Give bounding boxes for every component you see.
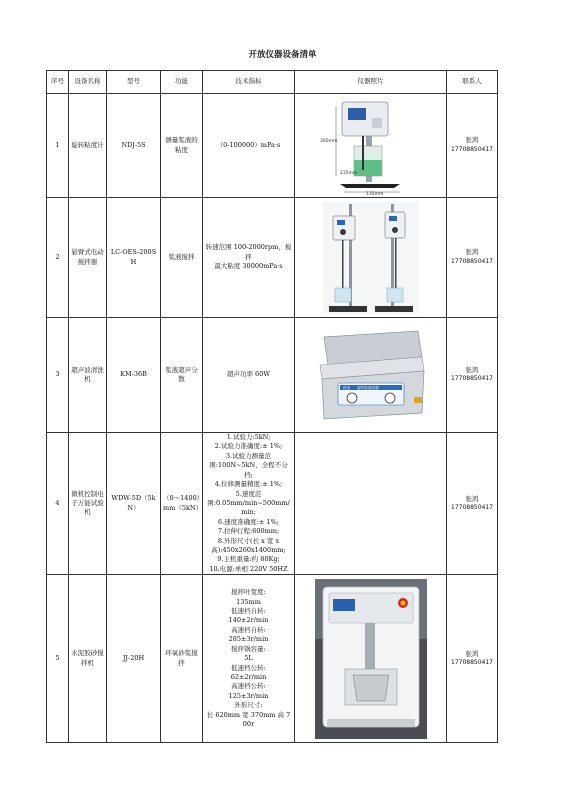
cell-no: 1	[47, 94, 69, 198]
table-row	[47, 575, 498, 743]
stirrer-photo	[323, 202, 419, 314]
cell-function: （0～1400）mm（5kN）	[161, 433, 203, 575]
cell-name: 微机控制电子万能试验机	[69, 433, 107, 575]
cell-specs: 1.试验力:5kN; 2.试验力准确度:± 1%; 3.试验力测量范 围:100N~5kN，全程不分档; 4.位移测量精度:± 1%; 5.速度范 围:0.05mm/min~500mm/min; 6.速度准确度:± 1%; 7.拉伸行程:600mm; 8.外形尺寸(长 x 宽 x 高):450x260x1400mm; 9.主机重量:约 80Kg; 10.电源:单相 220V 50HZ	[203, 433, 295, 575]
cell-name: 水泥胶砂搅拌机	[69, 575, 107, 743]
cell-contact: 张鸿 17708850417	[447, 575, 498, 743]
cell-photo	[295, 433, 447, 575]
header-no: 序号	[47, 71, 69, 94]
ultrasonic-cleaner-photo	[310, 327, 432, 423]
table-row	[47, 198, 498, 318]
header-contact: 联系人	[447, 71, 498, 94]
cell-no: 3	[47, 318, 69, 433]
cell-model: LC-OES-200SH	[107, 198, 161, 318]
cell-function: 测量浆液的粘度	[161, 94, 203, 198]
cell-function: 浆液超声分散	[161, 318, 203, 433]
photo-product-label: 超声波清洗器	[356, 386, 379, 390]
cell-no: 4	[47, 433, 69, 575]
cell-contact: 张鸿 17708850417	[447, 198, 498, 318]
cell-contact: 张鸿 17708850417	[447, 433, 498, 575]
mortar-mixer-photo	[315, 579, 427, 739]
cell-no: 5	[47, 575, 69, 743]
header-function: 功能	[161, 71, 203, 94]
table-row	[47, 318, 498, 433]
photo-label-height: 300mm	[319, 138, 337, 144]
photo-label-width: 135mm	[365, 191, 383, 196]
cell-model: WDW-5D（5kN）	[107, 433, 161, 575]
cell-name: 悬臂式电动搅拌器	[69, 198, 107, 318]
cell-model: KM-36B	[107, 318, 161, 433]
cell-function: 浆液搅拌	[161, 198, 203, 318]
header-model: 型号	[107, 71, 161, 94]
cell-no: 2	[47, 198, 69, 318]
cell-photo	[295, 94, 447, 198]
header-photo: 仪器照片	[295, 71, 447, 94]
viscometer-photo	[316, 96, 426, 196]
page-title: 开放仪器设备清单	[248, 50, 317, 60]
cell-photo	[295, 318, 447, 433]
photo-label-depth: 235mm	[339, 170, 357, 176]
header-row	[47, 71, 498, 94]
cell-name: 旋转粘度计	[69, 94, 107, 198]
photo-brand-label: 科美	[342, 386, 350, 390]
header-specs: 技术指标	[203, 71, 295, 94]
cell-specs: 超声功率 60W	[203, 318, 295, 433]
cell-photo	[295, 198, 447, 318]
cell-model: NDJ-5S	[107, 94, 161, 198]
equipment-table	[46, 70, 498, 743]
cell-function: 环氧砂浆搅拌	[161, 575, 203, 743]
table-row	[47, 94, 498, 198]
cell-contact: 张鸿 17708850417	[447, 318, 498, 433]
cell-model: JJ-20H	[107, 575, 161, 743]
cell-specs: 搅拌叶宽度: 135mm 低速档自转: 140±2r/min 高速档自转: 285±3r/min 搅拌锅容量: 5L 低速档公转: 62±2r/min 高速档公转: 125±3r/min 外形尺寸: 长 620mm 宽 370mm 高 700r	[203, 575, 295, 743]
cell-specs: （0-100000）mPa·s	[203, 94, 295, 198]
table-row	[47, 433, 498, 575]
cell-photo	[295, 575, 447, 743]
cell-contact: 张鸿 17708850417	[447, 94, 498, 198]
cell-specs: 转速范围 100-2000rpm，搅拌 最大粘度 30000mPa·s	[203, 198, 295, 318]
cell-name: 超声波清洗机	[69, 318, 107, 433]
header-name: 设备名称	[69, 71, 107, 94]
